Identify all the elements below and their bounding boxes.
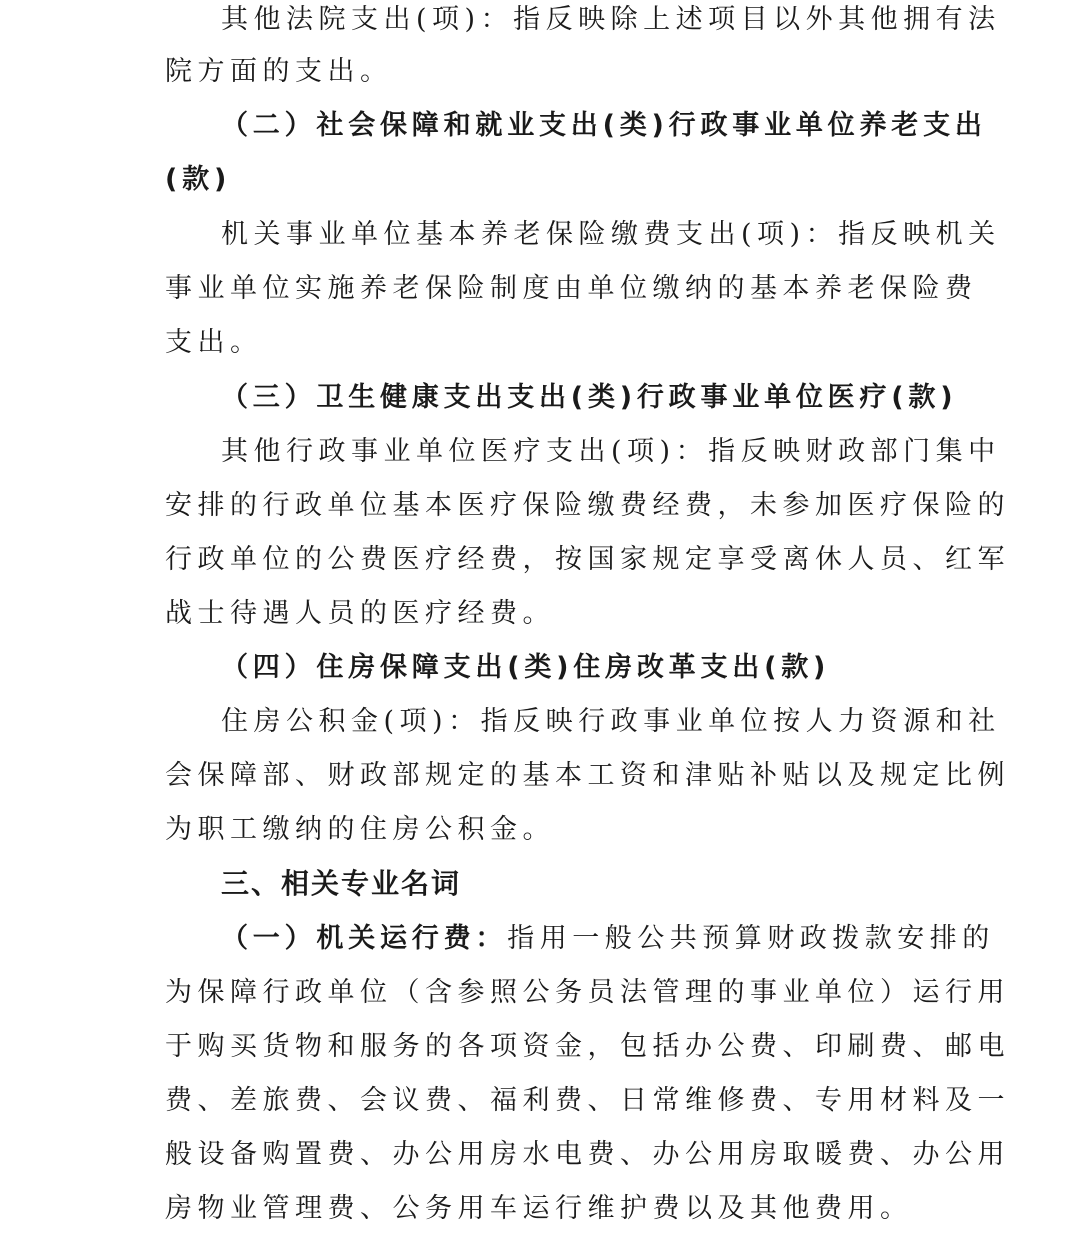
paragraph-line: 住房公积金(项)：指反映行政事业单位按人力资源和社	[221, 706, 1001, 737]
paragraph-line: 院方面的支出。	[165, 56, 393, 87]
chapter-heading: 三、相关专业名词	[221, 867, 462, 900]
section-heading: （三）卫生健康支出支出(类)行政事业单位医疗(款)	[221, 382, 958, 413]
section-heading: （二）社会保障和就业支出(类)行政事业单位养老支出	[221, 110, 987, 141]
paragraph-line: 于购买货物和服务的各项资金，包括办公费、印刷费、邮电	[165, 1031, 1010, 1062]
paragraph-line: 般设备购置费、办公用房水电费、办公用房取暖费、办公用	[165, 1139, 1010, 1170]
paragraph-line: 费、差旅费、会议费、福利费、日常维修费、专用材料及一	[165, 1085, 1010, 1116]
paragraph-line: 房物业管理费、公务用车运行维护费以及其他费用。	[165, 1193, 913, 1224]
paragraph-line: 会保障部、财政部规定的基本工资和津贴补贴以及规定比例	[165, 760, 1010, 791]
paragraph-line: 安排的行政单位基本医疗保险缴费经费，未参加医疗保险的	[165, 490, 1010, 521]
paragraph-line: 为职工缴纳的住房公积金。	[165, 814, 555, 845]
paragraph-line: 事业单位实施养老保险制度由单位缴纳的基本养老保险费	[165, 273, 978, 304]
paragraph-line: 为保障行政单位（含参照公务员法管理的事业单位）运行用	[165, 977, 1010, 1008]
paragraph-line: 支出。	[165, 327, 263, 358]
section-heading-continuation: (款)	[165, 164, 232, 195]
term-label: （一）机关运行费：	[221, 923, 508, 954]
paragraph-line: 其他行政事业单位医疗支出(项)：指反映财政部门集中	[221, 436, 1001, 467]
section-heading: （四）住房保障支出(类)住房改革支出(款)	[221, 652, 831, 683]
paragraph-line: 行政单位的公费医疗经费，按国家规定享受离休人员、红军	[165, 544, 1010, 575]
paragraph-line: 机关事业单位基本养老保险缴费支出(项)：指反映机关	[221, 219, 1001, 250]
paragraph-line: 战士待遇人员的医疗经费。	[165, 598, 555, 629]
paragraph-line: 其他法院支出(项)：指反映除上述项目以外其他拥有法	[221, 4, 1001, 35]
term-definition-line	[221, 919, 995, 959]
term-text: 指用一般公共预算财政拨款安排的	[507, 923, 995, 954]
